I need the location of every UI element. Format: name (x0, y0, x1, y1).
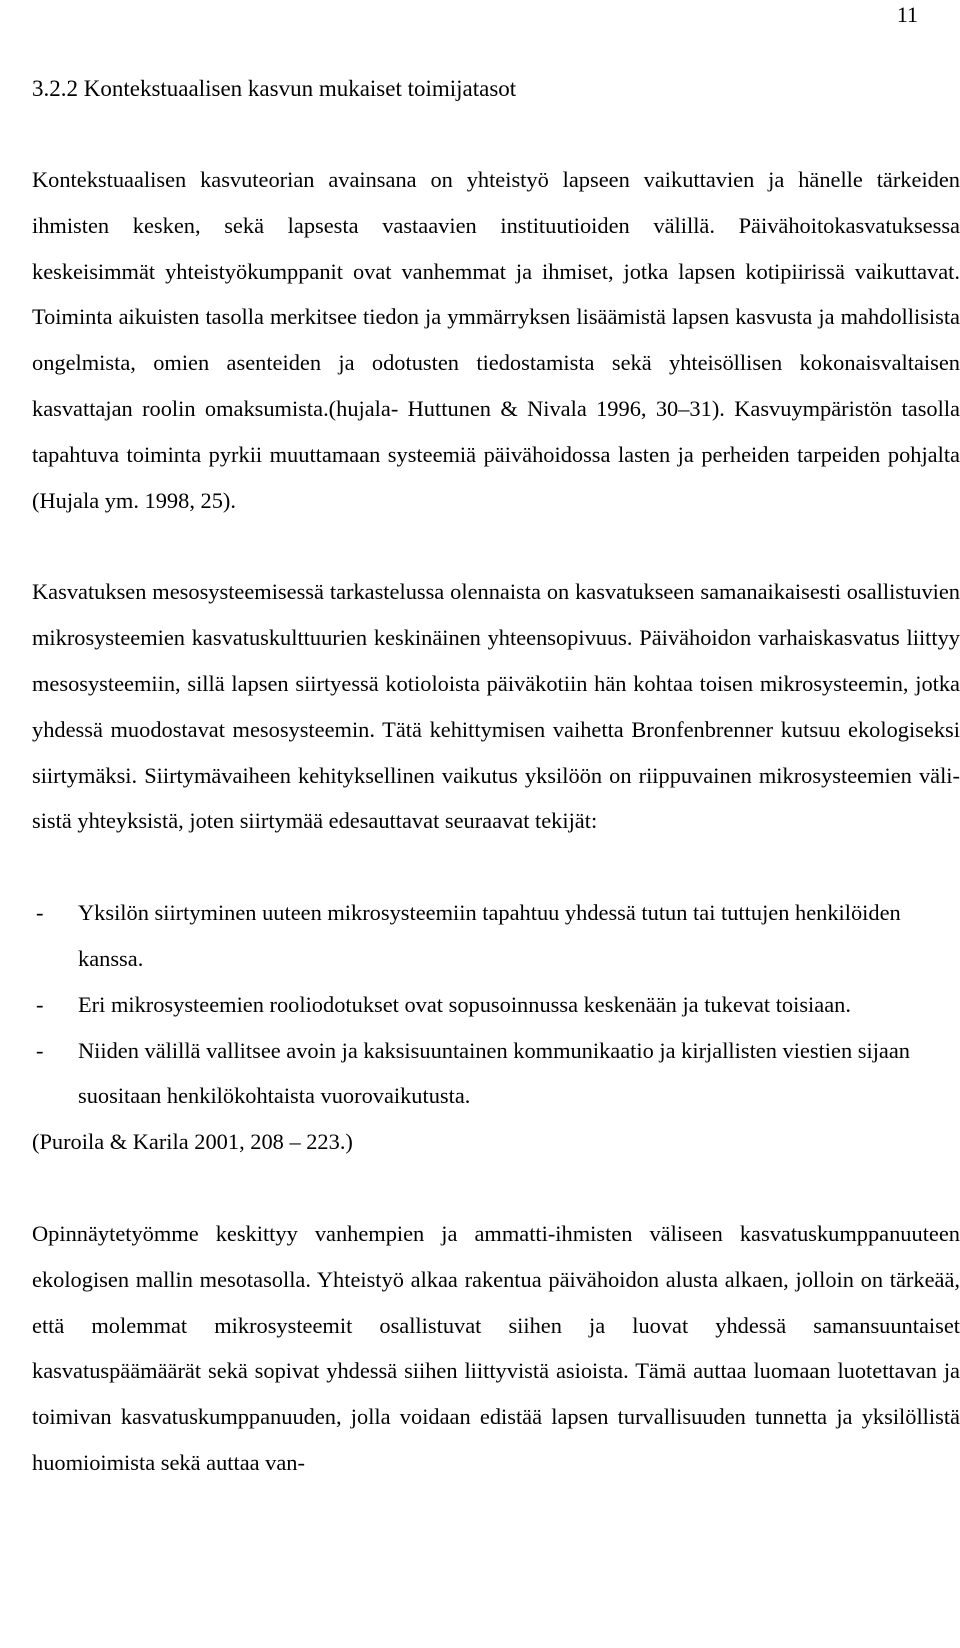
list-item-text: Niiden välillä vallitsee avoin ja kaksisuuntainen kommunikaatio ja kirjallisten viestien sijaan suositaan henkilökohtaista vuorovaikutusta. (78, 1037, 910, 1109)
list-item (32, 890, 960, 982)
list-source-citation: (Puroila & Karila 2001, 208 – 223.) (32, 1129, 353, 1155)
document-body (32, 76, 960, 1486)
list-item (32, 1028, 960, 1120)
page-number: 11 (896, 2, 918, 27)
section-heading: 3.2.2 Kontekstuaalisen kasvun mukaiset toimijatasot (32, 76, 517, 101)
paragraph-gap (32, 1165, 960, 1211)
paragraph-3: Opinnäytetyömme keskittyy vanhempien ja ammatti-ihmisten väliseen kasvatuskumppanuuteen ekologisen mallin mesotasolla. Yhteistyö alkaa rakentua päivähoidon alusta alkaen, jolloin on tärkeää, että molemmat mikrosysteemit osallistuvat siihen ja luovat yhdessä samansuuntaiset kasvatuspäämäärät sekä sopivat yhdessä siihen liittyvistä asioista. Tämä auttaa luomaan luotettavan ja toimivan kasvatuskumppanuuden, jolla voidaan edistää lapsen turvallisuuden tunnetta ja yksilöllistä huomioimista sekä auttaa van- (32, 1220, 960, 1475)
list-item (32, 982, 960, 1028)
paragraph-2: Kasvatuksen mesosysteemisessä tarkastelussa olennaista on kasvatukseen samanaikaisesti osallistuvien mikrosysteemien kasvatuskulttuurien keskinäinen yhteensopivuus. Päivähoidon varhaiskasvatus liittyy mesosysteemiin, sillä lapsen siirtyessä kotioloista päiväkotiin hän kohtaa toisen mikrosysteemin, jotka yhdessä muodostavat mesosysteemin. Tätä kehittymisen vaihetta Bronfenbrenner kutsuu ekologiseksi siirtymäksi. Siirtymävaiheen kehityksellinen vaikutus yksilöön on riippuvainen mikrosysteemien välisistä yhteyksistä, joten siirtymää edesauttavat seuraavat tekijät: (32, 579, 960, 834)
list-item-text: Yksilön siirtyminen uuteen mikrosysteemiin tapahtuu yhdessä tutun tai tuttujen henkilöiden kanssa. (78, 900, 901, 971)
list-item-text: Eri mikrosysteemien rooliodotukset ovat sopusoinnussa keskenään ja tukevat toisiaan. (78, 991, 851, 1017)
paragraph-gap (32, 523, 960, 569)
paragraph-gap (32, 844, 960, 890)
paragraph-1: Kontekstuaalisen kasvuteorian avainsana on yhteistyö lapseen vaikuttavien ja hänelle tärkeiden ihmisten kesken, sekä lapsesta vastaavien instituutioiden välillä. Päivähoitokasvatuksessa keskeisimmät yhteistyökumppanit ovat vanhemmat ja ihmiset, jotka lapsen kotipiirissä vaikuttavat. Toiminta aikuisten tasolla merkitsee tiedon ja ymmärryksen lisäämistä lapsen kasvusta ja mahdollisista ongelmista, omien asenteiden ja odotusten tiedostamista sekä yhteisöllisen kokonaisvaltaisen kasvattajan roolin omaksumista.(hujala- Huttunen & Nivala 1996, 30–31). Kasvuympäristön tasolla tapahtuva toiminta pyrkii muuttamaan systeemiä päivähoidossa lasten ja perheiden tarpeiden pohjalta (Hujala ym. 1998, 25). (32, 167, 960, 513)
list-dash: - (36, 1037, 44, 1063)
factor-list (32, 890, 960, 1119)
list-dash: - (36, 991, 44, 1017)
list-dash: - (36, 900, 44, 926)
